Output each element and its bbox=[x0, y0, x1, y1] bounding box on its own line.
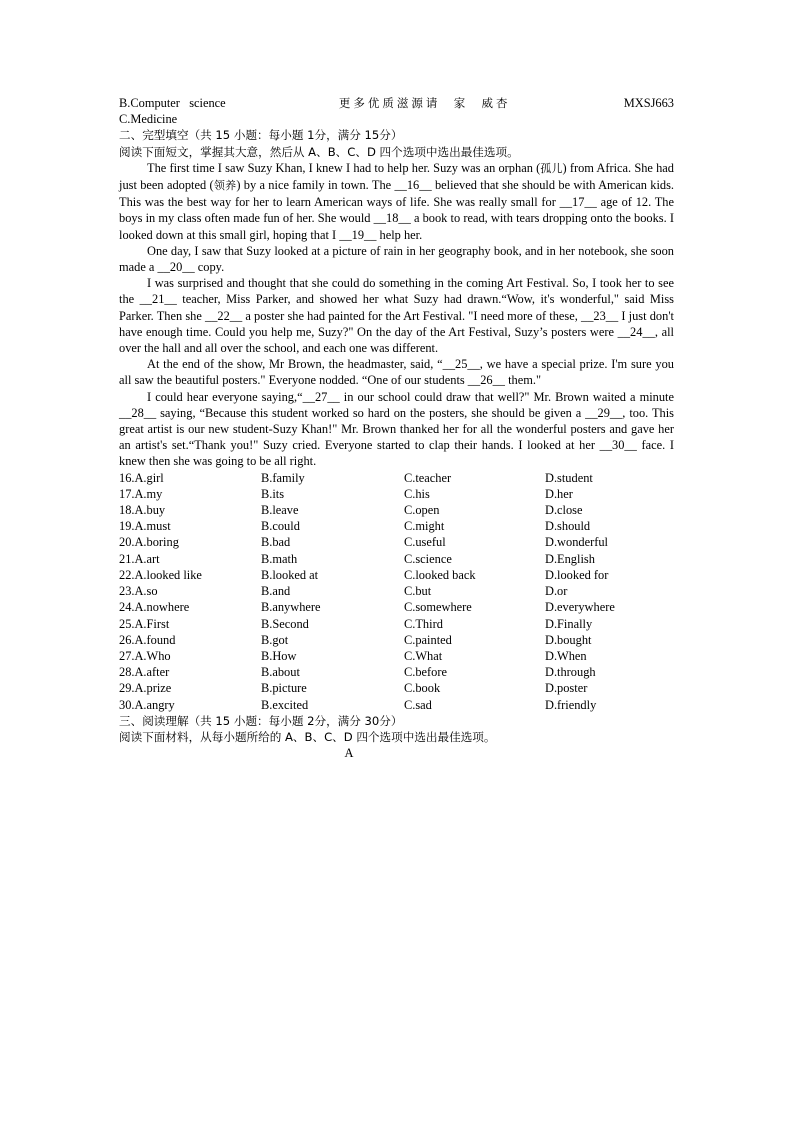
option-row bbox=[119, 616, 674, 632]
option-b: B.excited bbox=[261, 697, 309, 712]
option-c: C.teacher bbox=[404, 470, 452, 485]
passage-paragraph-1 bbox=[119, 160, 674, 243]
passage-paragraph-4: At the end of the show, Mr Brown, the headmaster, said, “__25__, we have a special prize. I'm sure you all saw the beautiful posters." Everyone nodded. “One of our students __26__ them." bbox=[119, 357, 674, 388]
option-b: B.leave bbox=[261, 503, 299, 518]
option-row bbox=[119, 502, 674, 518]
gloss-adopted: 领养 bbox=[213, 179, 237, 193]
option-c: C.painted bbox=[404, 632, 452, 647]
option-row bbox=[119, 534, 674, 550]
option-b: B.about bbox=[261, 665, 300, 680]
option-d: D.her bbox=[545, 486, 573, 501]
option-row bbox=[119, 632, 674, 648]
option-a: 17.A.my bbox=[119, 486, 163, 501]
option-row bbox=[119, 518, 674, 534]
option-c: C.useful bbox=[404, 535, 446, 550]
option-c: C.somewhere bbox=[404, 600, 472, 615]
option-b: B.looked at bbox=[261, 567, 319, 582]
option-row bbox=[119, 583, 674, 599]
passage-text: ) from Africa. She had just been adopted ( bbox=[119, 160, 674, 193]
passage-paragraph-2: One day, I saw that Suzy looked at a picture of rain in her geography book, and in her notebook, she soon made a __20__ copy. bbox=[119, 243, 674, 275]
option-row bbox=[119, 697, 674, 713]
option-d: D.When bbox=[545, 648, 587, 663]
gloss-orphan: 孤儿 bbox=[540, 161, 563, 175]
option-c: C.What bbox=[404, 648, 443, 663]
watermark-text: 更多优质滋源请 家 威杏 bbox=[338, 96, 511, 110]
option-b: B.math bbox=[261, 551, 298, 566]
option-b: B.its bbox=[261, 486, 285, 501]
option-c: C.looked back bbox=[404, 567, 476, 582]
option-a: 25.A.First bbox=[119, 616, 170, 631]
option-a: 16.A.girl bbox=[119, 470, 164, 485]
option-a: 29.A.prize bbox=[119, 681, 172, 696]
option-a: 18.A.buy bbox=[119, 503, 166, 518]
option-b: B.picture bbox=[261, 681, 307, 696]
option-d: D.should bbox=[545, 519, 591, 534]
section2-instruction: 阅读下面短文，掌握其大意，然后从 A、B、C、D 四个选项中选出最佳选项。 bbox=[119, 144, 519, 159]
option-c: C.science bbox=[404, 551, 452, 566]
answer-options bbox=[119, 470, 674, 713]
option-row bbox=[119, 599, 674, 615]
option-b: B.bad bbox=[261, 535, 291, 550]
option-a: 24.A.nowhere bbox=[119, 600, 190, 615]
header-code: MXSJ663 bbox=[623, 96, 674, 110]
option-b: B.How bbox=[261, 648, 297, 663]
passage-paragraph-5: I could hear everyone saying,“__27__ in our school could draw that well?" Mr. Brown waited a minute __28__ saying, “Because this student worked so hard on the posters, she should be given a __29__, too. This great artist is our new student-Suzy Khan!" Mr. Brown thanked her for all the wonderful posters and gave her an artist's set.“Thank you!" Suzy cried. Everyone started to clap their hands. I looked at her __30__ face. I knew then she was going to be all right. bbox=[119, 389, 674, 469]
option-c: C.but bbox=[404, 584, 432, 599]
passage-paragraph-3: I was surprised and thought that she could do something in the coming Art Festival. So, I took her to see the __21__ teacher, Miss Parker, and showed her what Suzy had drawn.“Wow, it's wonderful," said Miss Parker. Then she __22__ a poster she had painted for the Art Festival. "I need more of these, __23__ I just don't have enough time. Could you help me, Suzy?" On the day of the Art Festival, Suzy’s posters were __24__, all over the hall and all over the school, and each one was different. bbox=[119, 276, 674, 356]
section3-title: 三、阅读理解（共 15 小题：每小题 2分，满分 30分） bbox=[119, 713, 403, 728]
option-a: 23.A.so bbox=[119, 584, 158, 599]
option-d: D.looked for bbox=[545, 567, 609, 582]
option-d: D.English bbox=[545, 551, 595, 566]
option-b: B.got bbox=[261, 632, 289, 647]
section2-title: 二、完型填空（共 15 小题：每小题 1分，满分 15分） bbox=[119, 128, 403, 143]
prev-option-b: B.Computer science bbox=[119, 96, 226, 110]
option-d: D.Finally bbox=[545, 616, 593, 631]
option-a: 22.A.looked like bbox=[119, 567, 202, 582]
option-d: D.wonderful bbox=[545, 535, 608, 550]
option-a: 27.A.Who bbox=[119, 648, 171, 663]
option-d: D.close bbox=[545, 503, 583, 518]
option-b: B.and bbox=[261, 584, 291, 599]
option-d: D.or bbox=[545, 584, 568, 599]
option-c: C.his bbox=[404, 486, 430, 501]
option-d: D.bought bbox=[545, 632, 592, 647]
passage-label: A bbox=[344, 746, 354, 761]
option-a: 20.A.boring bbox=[119, 535, 179, 550]
option-a: 26.A.found bbox=[119, 632, 176, 647]
option-d: D.friendly bbox=[545, 697, 597, 712]
passage-text: ) by a nice family in town. The __16__ believed that she should be with American kids. This was the best way for her to learn American ways of life. She was really small for __17__ age of 12. The boys in my class often made fun of her. She would __18__ a book to read, with tears dropping onto the books. I looked down at this small girl, hoping that I __19__ help her. bbox=[119, 178, 675, 242]
option-row bbox=[119, 680, 674, 696]
option-b: B.family bbox=[261, 470, 305, 485]
option-d: D.student bbox=[545, 470, 593, 485]
option-c: C.book bbox=[404, 681, 441, 696]
option-c: C.might bbox=[404, 519, 445, 534]
option-c: C.Third bbox=[404, 616, 443, 631]
option-d: D.through bbox=[545, 665, 596, 680]
prev-option-c: C.Medicine bbox=[119, 112, 178, 127]
option-d: D.everywhere bbox=[545, 600, 615, 615]
option-row bbox=[119, 486, 674, 502]
option-b: B.could bbox=[261, 519, 300, 534]
option-b: B.Second bbox=[261, 616, 309, 631]
option-row bbox=[119, 664, 674, 680]
option-c: C.open bbox=[404, 503, 440, 518]
option-a: 28.A.after bbox=[119, 665, 170, 680]
option-c: C.before bbox=[404, 665, 448, 680]
option-a: 19.A.must bbox=[119, 519, 171, 534]
option-row bbox=[119, 551, 674, 567]
option-a: 21.A.art bbox=[119, 551, 160, 566]
section3-instruction: 阅读下面材料，从每小题所给的 A、B、C、D 四个选项中选出最佳选项。 bbox=[119, 729, 496, 744]
passage-text: The first time I saw Suzy Khan, I knew I had to help her. Suzy was an orphan ( bbox=[147, 160, 541, 175]
option-c: C.sad bbox=[404, 697, 432, 712]
document-page bbox=[119, 95, 674, 761]
option-row bbox=[119, 470, 674, 486]
option-a: 30.A.angry bbox=[119, 697, 175, 712]
option-b: B.anywhere bbox=[261, 600, 321, 615]
option-row bbox=[119, 567, 674, 583]
option-row bbox=[119, 648, 674, 664]
option-d: D.poster bbox=[545, 681, 588, 696]
header-row bbox=[119, 95, 674, 111]
